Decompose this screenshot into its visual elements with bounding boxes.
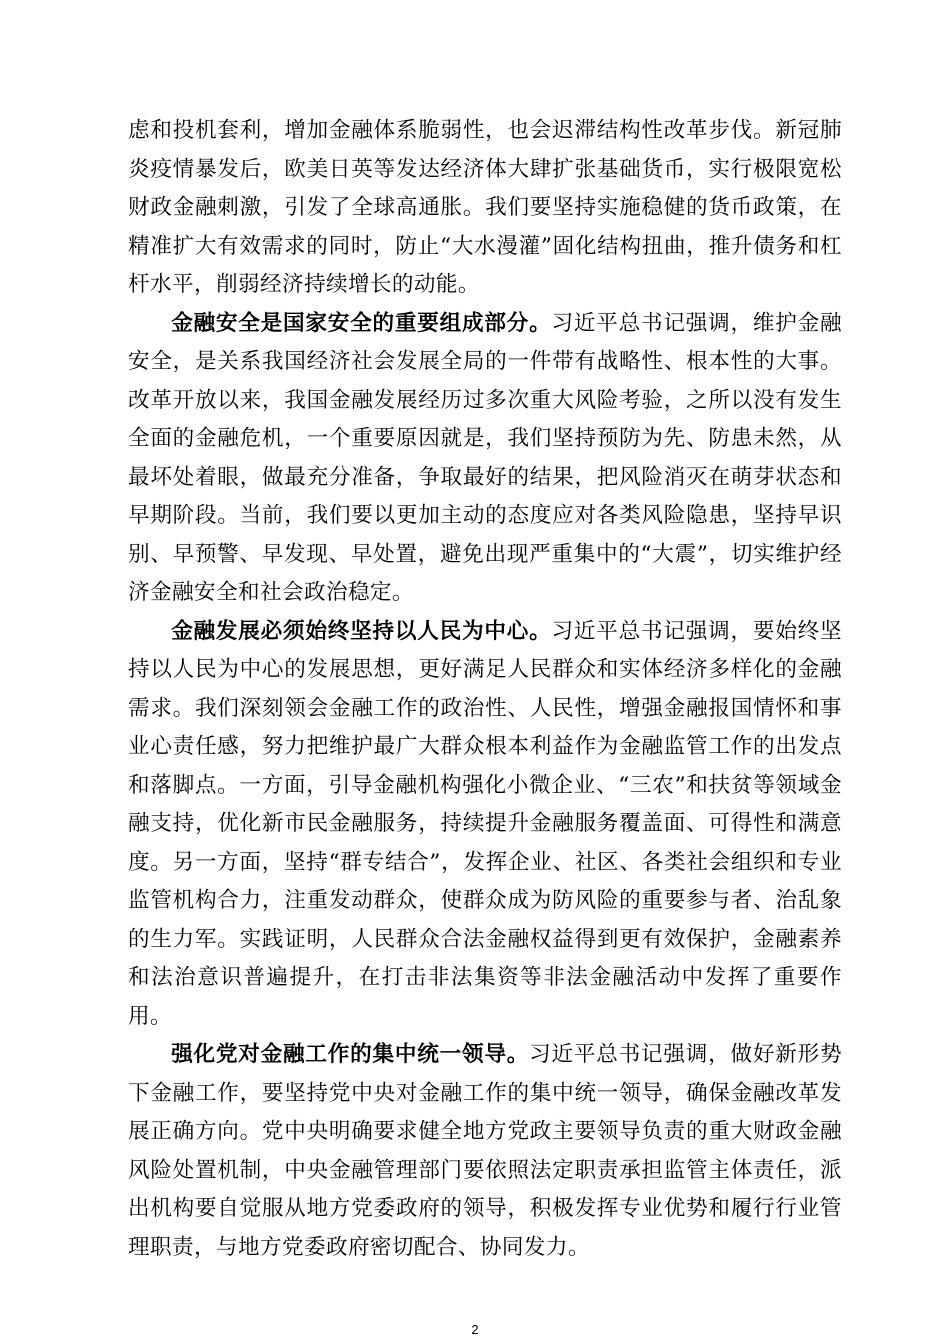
paragraph-lead-heading: 强化党对金融工作的集中统一领导。 (171, 1042, 530, 1067)
document-body (128, 112, 842, 1267)
paragraph-text: 习近平总书记强调，做好新形势下金融工作，要坚持党中央对金融工作的集中统一领导，确保金融改革发展正确方向。党中央明确要求健全地方党政主要领导负责的重大财政金融风险处置机制，中央金融管理部门要依照法定职责承担监管主体责任，派出机构要自觉服从地方党委政府的领导，积极发挥专业优势和履行行业管理职责，与地方党委政府密切配合、协同发力。 (128, 1042, 842, 1260)
paragraph-continued (128, 112, 842, 305)
page-number: 2 (471, 1322, 479, 1337)
paragraph-lead-heading: 金融发展必须始终坚持以人民为中心。 (171, 618, 552, 644)
paragraph-lead-heading: 金融安全是国家安全的重要组成部分。 (171, 310, 552, 336)
paragraph-text: 习近平总书记强调，维护金融安全，是关系我国经济社会发展全局的一件带有战略性、根本性的大事。改革开放以来，我国金融发展经历过多次重大风险考验，之所以没有发生全面的金融危机，一个重要原因就是，我们坚持预防为先、防患未然，从最坏处着眼，做最充分准备，争取最好的结果，把风险消灭在萌芽状态和早期阶段。当前，我们要以更加主动的态度应对各类风险隐患，坚持早识别、早预警、早发现、早处置，避免出现严重集中的“大震”，切实维护经济金融安全和社会政治稳定。 (128, 310, 842, 605)
paragraph-text: 虑和投机套利，增加金融体系脆弱性，也会迟滞结构性改革步伐。新冠肺炎疫情暴发后，欧美日英等发达经济体大肆扩张基础货币，实行极限宽松财政金融刺激，引发了全球高通胀。我们要坚持实施稳健的货币政策，在精准扩大有效需求的同时，防止“大水漫灌”固化结构扭曲，推升债务和杠杆水平，削弱经济持续增长的动能。 (128, 118, 842, 297)
paragraph-text: 习近平总书记强调，要始终坚持以人民为中心的发展思想，更好满足人民群众和实体经济多样化的金融需求。我们深刻领会金融工作的政治性、人民性，增强金融报国情怀和事业心责任感，努力把维护最广大群众根本利益作为金融监管工作的出发点和落脚点。一方面，引导金融机构强化小微企业、“三农”和扶贫等领域金融支持，优化新市民金融服务，持续提升金融服务覆盖面、可得性和满意度。另一方面，坚持“群专结合”，发挥企业、社区、各类社会组织和专业监管机构合力，注重发动群众，使群众成为防风险的重要参与者、治乱象的生力军。实践证明，人民群众合法金融权益得到更有效保护，金融素养和法治意识普遍提升，在打击非法集资等非法金融活动中发挥了重要作用。 (128, 618, 842, 1029)
paragraph-people-centered (128, 613, 842, 1037)
paragraph-party-leadership (128, 1036, 842, 1267)
paragraph-financial-security (128, 305, 842, 613)
